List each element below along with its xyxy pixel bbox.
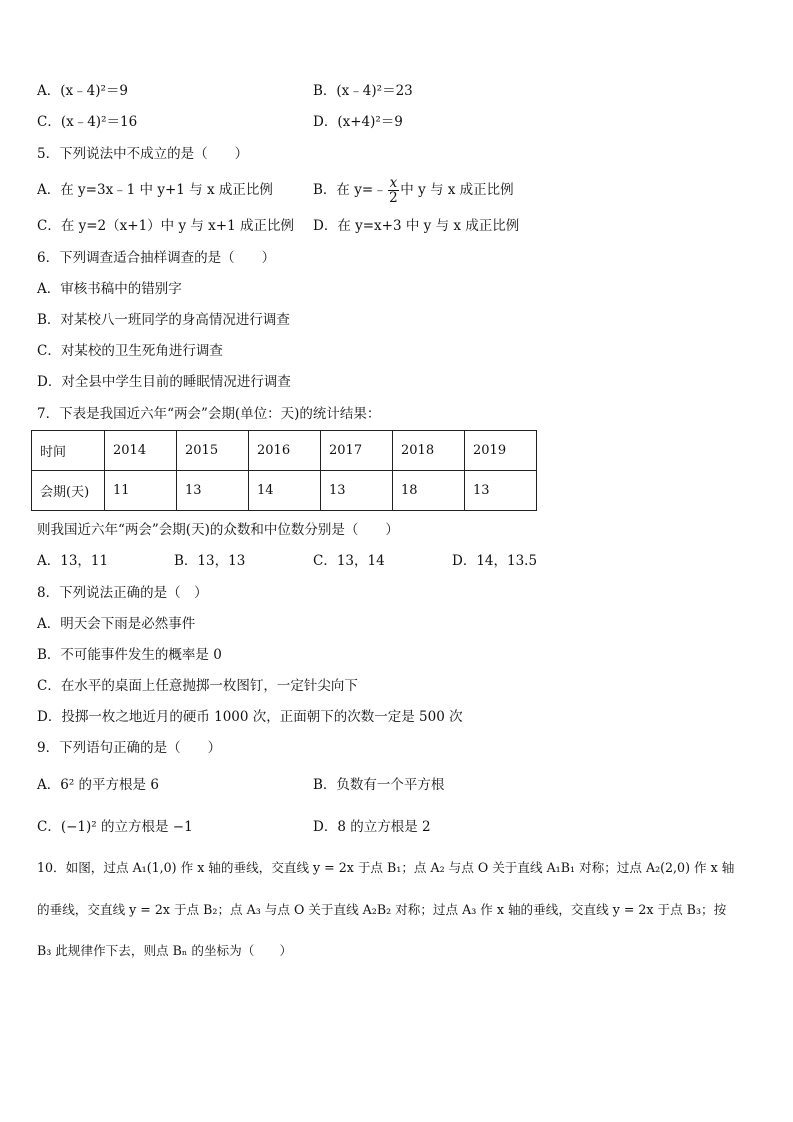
- fraction-numerator: x: [389, 175, 398, 191]
- q10-line-1: 10．如图，过点 A₁(1,0) 作 x 轴的垂线，交直线 y = 2x 于点 B₁；点 A₂ 与点 O 关于直线 A₁B₁ 对称；过点 A₂(2,0) 作 x 轴: [37, 860, 735, 875]
- table-cell: 2018: [393, 431, 465, 471]
- q5-option-a: A．在 y=3x﹣1 中 y+1 与 x 成正比例: [37, 182, 273, 198]
- q6-stem: 6．下列调查适合抽样调查的是（ ）: [37, 250, 276, 266]
- q4-option-c: C．(x﹣4)²＝16: [37, 114, 138, 130]
- table-cell: 18: [393, 471, 465, 511]
- statistics-table: [31, 430, 537, 511]
- q4-option-a: A．(x﹣4)²＝9: [37, 83, 128, 99]
- q7-option-b: B．13，13: [174, 553, 246, 569]
- q7-stem: 7．下表是我国近六年“两会”会期(单位：天)的统计结果：: [37, 406, 381, 422]
- q9-option-a: A．6² 的平方根是 6: [37, 777, 159, 793]
- q8-option-d: D．投掷一枚之地近月的硬币 1000 次，正面朝下的次数一定是 500 次: [37, 709, 463, 725]
- q8-option-c: C．在水平的桌面上任意抛掷一枚图钉，一定针尖向下: [37, 678, 358, 694]
- table-cell: 14: [249, 471, 321, 511]
- q10-line-2: 的垂线，交直线 y = 2x 于点 B₂；点 A₃ 与点 O 关于直线 A₂B₂ 对称；过点 A₃ 作 x 轴的垂线，交直线 y = 2x 于点 B₃；按: [37, 902, 727, 917]
- q4-option-b: B．(x﹣4)²＝23: [313, 83, 413, 99]
- q8-stem: 8．下列说法正确的是（ ）: [37, 585, 208, 601]
- table-cell: 13: [321, 471, 393, 511]
- table-cell: 2015: [177, 431, 249, 471]
- q5-option-b-prefix: B．在 y=﹣: [313, 182, 387, 198]
- q5-stem: 5．下列说法中不成立的是（ ）: [37, 146, 249, 162]
- q6-option-b: B．对某校八一班同学的身高情况进行调查: [37, 312, 290, 328]
- q5-option-c: C．在 y=2（x+1）中 y 与 x+1 成正比例: [37, 218, 294, 234]
- q9-option-d: D．8 的立方根是 2: [313, 819, 431, 835]
- q5-option-b-suffix: 中 y 与 x 成正比例: [400, 182, 514, 198]
- q7-option-c: C．13，14: [313, 553, 385, 569]
- table-cell: 2017: [321, 431, 393, 471]
- table-cell: 2014: [105, 431, 177, 471]
- q6-option-a: A．审核书稿中的错别字: [37, 281, 182, 297]
- q10-line-3: B₃ 此规律作下去，则点 Bₙ 的坐标为（ ）: [37, 943, 293, 958]
- q5-option-b: [313, 170, 514, 210]
- table-row: [32, 471, 537, 511]
- table-cell: 13: [177, 471, 249, 511]
- q7-question: 则我国近六年“两会”会期(天)的众数和中位数分别是（ ）: [37, 522, 399, 538]
- q9-option-b: B．负数有一个平方根: [313, 777, 445, 793]
- q6-option-c: C．对某校的卫生死角进行调查: [37, 343, 223, 359]
- q7-option-d: D．14，13.5: [452, 553, 538, 569]
- table-cell: 13: [465, 471, 537, 511]
- table-cell: 2016: [249, 431, 321, 471]
- q9-stem: 9．下列语句正确的是（ ）: [37, 740, 222, 756]
- fraction-denominator: 2: [389, 190, 398, 206]
- table-cell: 11: [105, 471, 177, 511]
- table-cell: 时间: [32, 431, 105, 471]
- table-header-row: [32, 431, 537, 471]
- q8-option-b: B．不可能事件发生的概率是 0: [37, 647, 222, 663]
- table-cell: 会期(天): [32, 471, 105, 511]
- q8-option-a: A．明天会下雨是必然事件: [37, 616, 196, 632]
- q5-option-d: D．在 y=x+3 中 y 与 x 成正比例: [313, 218, 520, 234]
- q9-option-c: C．(−1)² 的立方根是 −1: [37, 819, 193, 835]
- q7-option-a: A．13，11: [37, 553, 109, 569]
- table-cell: 2019: [465, 431, 537, 471]
- fraction-x-over-2: [388, 176, 400, 205]
- q6-option-d: D．对全县中学生目前的睡眠情况进行调查: [37, 374, 291, 390]
- q4-option-d: D．(x+4)²＝9: [313, 114, 403, 130]
